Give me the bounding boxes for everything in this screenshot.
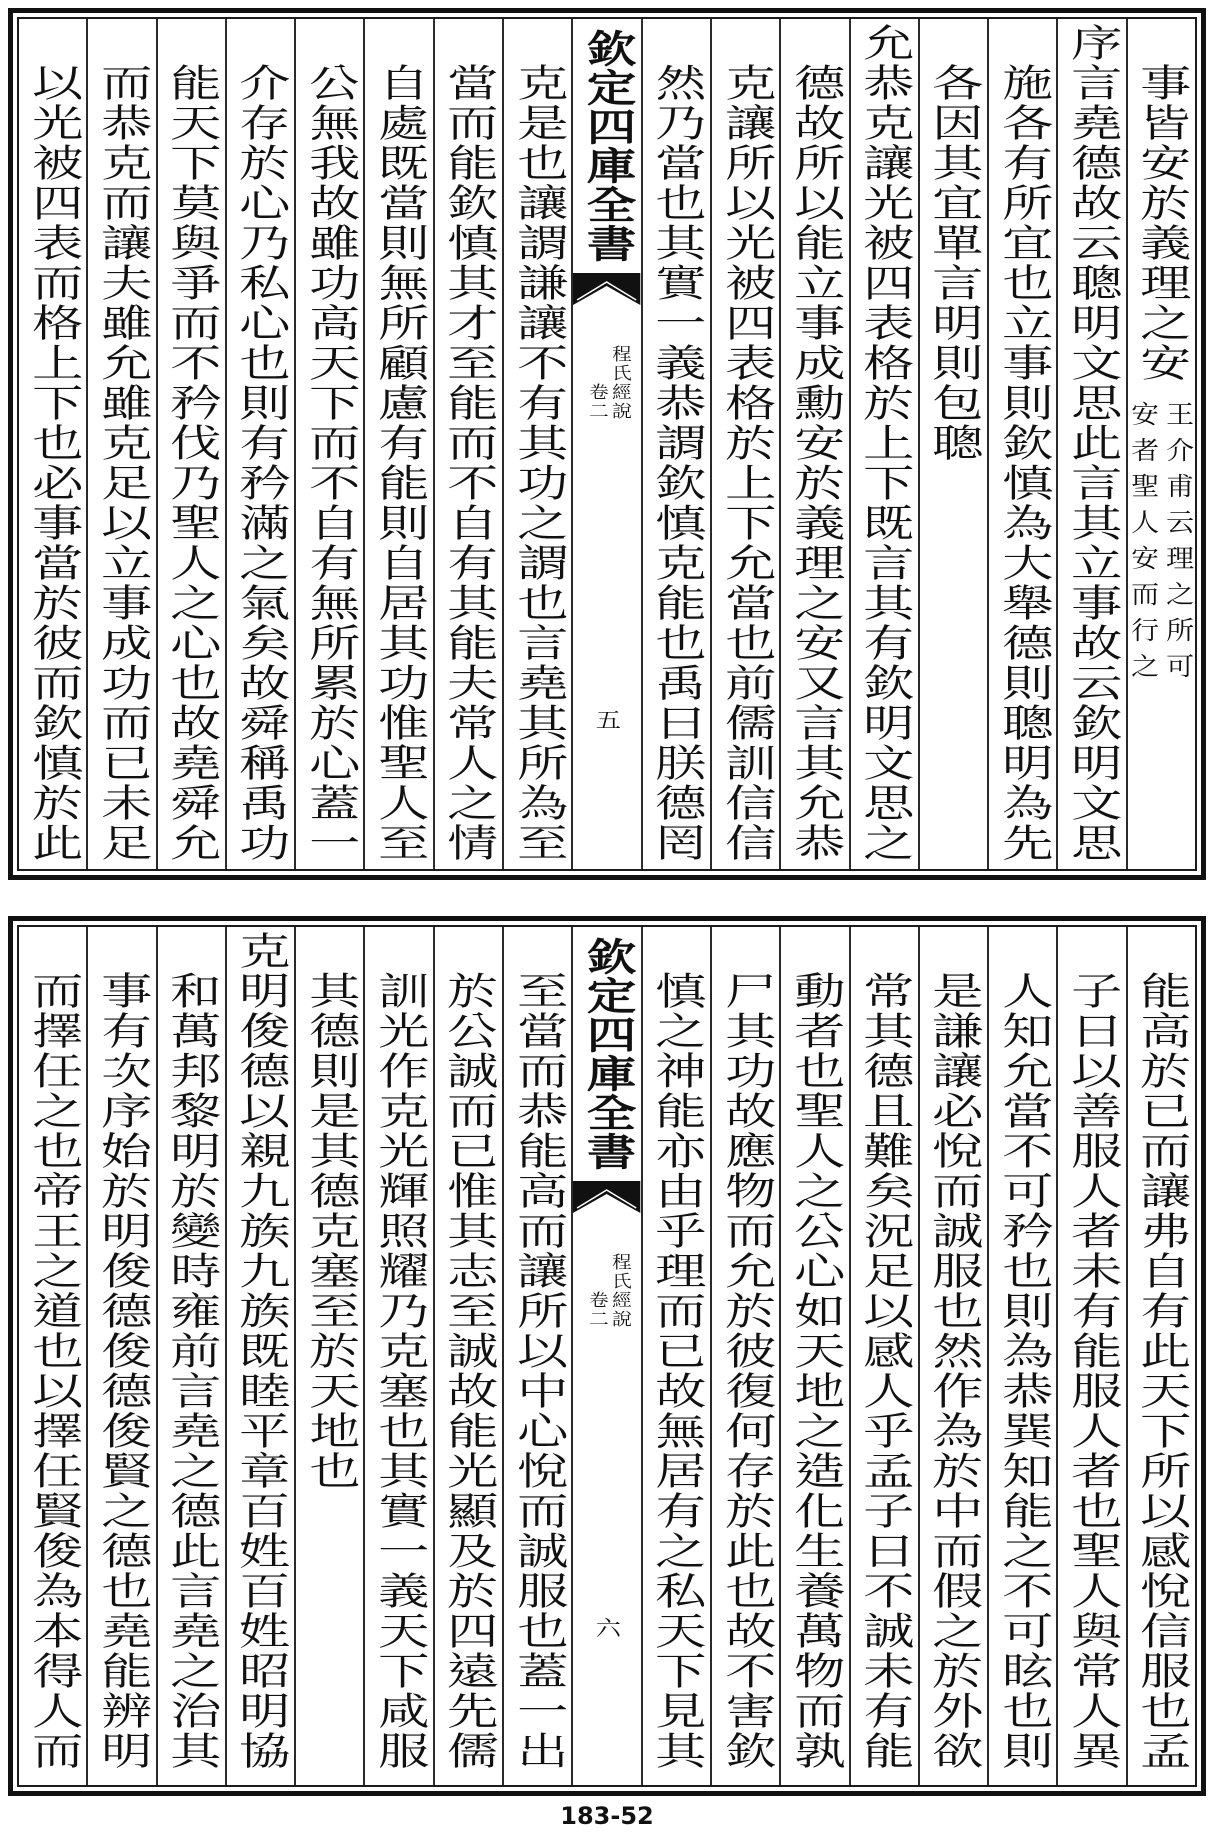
page-frame xyxy=(17,17,1197,871)
text-column xyxy=(433,19,502,869)
column-text: 序言堯德故云聰明文思此言其立事故云欽明文思 xyxy=(1062,23,1122,863)
annotation-note xyxy=(1126,401,1195,689)
column-text: 公無我故雖功高天下而不自有無所累於心蓋一 xyxy=(300,63,360,863)
fold-page-wrap xyxy=(573,709,640,730)
text-column xyxy=(294,927,363,1785)
text-column xyxy=(987,19,1056,869)
column-text: 施各有所宜也立事則欽慎為大舉德則聰明為先 xyxy=(993,63,1053,863)
fold-volume: 卷二 xyxy=(584,1291,608,1329)
page-bottom-panel xyxy=(8,916,1206,1796)
text-column xyxy=(502,19,571,869)
fold-book-info xyxy=(584,1253,630,1329)
column-text: 事皆安於義理之安 xyxy=(1131,63,1192,383)
text-column xyxy=(225,19,294,869)
column-text: 常其德且難矣況足以感人乎孟子曰不誠未有能 xyxy=(854,971,914,1771)
text-column xyxy=(86,19,155,869)
fold-title: 欽定四庫全書 xyxy=(578,29,637,263)
column-text: 各因其宜單言明則包聰 xyxy=(923,63,984,463)
text-column xyxy=(779,19,848,869)
text-column xyxy=(1056,927,1125,1785)
fold-page-wrap xyxy=(573,1617,640,1638)
text-column xyxy=(86,927,155,1785)
column-text: 自處既當則無所顧慮有能則自居其功惟聖人至 xyxy=(369,63,429,863)
column-text: 和萬邦黎明於變時雍前言堯之德此言堯之治其 xyxy=(161,971,221,1771)
text-column xyxy=(849,927,918,1785)
column-text: 以光被四表而格上下也必事當於彼而欽慎於此 xyxy=(22,63,83,863)
page-top-panel xyxy=(8,8,1206,880)
text-column xyxy=(1126,927,1195,1785)
text-column xyxy=(641,19,710,869)
annotation-right: 王介甫云理之所可 xyxy=(1162,401,1195,689)
page-footer-number: 183-52 xyxy=(560,1802,654,1830)
page-frame xyxy=(17,925,1197,1787)
column-text: 德故所以能立事成勳安於義理之安又言其允恭 xyxy=(785,63,845,863)
fishtail-mark-icon xyxy=(573,1181,640,1213)
column-text: 尸其功故應物而允於彼復何存於此也故不害欽 xyxy=(715,971,776,1771)
fold-column xyxy=(571,19,640,869)
text-column xyxy=(710,927,779,1785)
column-text: 然乃當也其實一義恭謂欽慎克能也禹曰朕德罔 xyxy=(646,63,706,863)
fold-volume: 卷二 xyxy=(584,383,608,421)
fold-page-number: 五 xyxy=(593,709,622,730)
column-text: 其德則是其德克塞至於天地也 xyxy=(300,971,360,1491)
column-text: 克讓所以光被四表格於上下允當也前儒訓信信 xyxy=(715,63,776,863)
fold-book-title: 程氏經說 xyxy=(607,345,631,421)
text-column xyxy=(363,927,432,1785)
text-column xyxy=(987,927,1056,1785)
column-text: 而擇任之也帝王之道也以擇任賢俊為本得人而 xyxy=(22,971,83,1771)
column-text: 於公誠而已惟其志至誠故能光顯及於四遠先儒 xyxy=(438,971,499,1771)
text-column xyxy=(918,19,987,869)
text-column xyxy=(502,927,571,1785)
text-column xyxy=(156,19,225,869)
column-text: 能天下莫與爭而不矜伐乃聖人之心也故堯舜允 xyxy=(161,63,221,863)
fishtail-mark-icon xyxy=(573,273,640,305)
text-column xyxy=(294,19,363,869)
text-column xyxy=(710,19,779,869)
column-text: 是謙讓必悅而誠服也然作為於中而假之於外欲 xyxy=(923,971,984,1771)
column-text: 人知允當不可矜也則為恭巽知能之不可眩也則 xyxy=(993,971,1053,1771)
column-text: 動者也聖人之公心如天地之造化生養萬物而孰 xyxy=(785,971,845,1771)
text-column xyxy=(918,927,987,1785)
text-column xyxy=(363,19,432,869)
text-column xyxy=(19,927,86,1785)
text-column xyxy=(156,927,225,1785)
fold-book-info xyxy=(584,345,630,421)
text-column xyxy=(225,927,294,1785)
annotation-left: 安者聖人安而行之 xyxy=(1127,401,1161,689)
text-column xyxy=(1056,19,1125,869)
fold-title: 欽定四庫全書 xyxy=(578,937,637,1171)
column-text: 慎之神能亦由乎理而已故無居有之私天下見其 xyxy=(646,971,706,1771)
column-text: 至當而恭能高而讓所以中心悅而誠服也蓋一出 xyxy=(507,971,568,1771)
text-column xyxy=(849,19,918,869)
column-text: 事有次序始於明俊德俊德俊賢之德也堯能辨明 xyxy=(92,971,152,1771)
fold-page-number: 六 xyxy=(593,1617,622,1638)
column-text: 而恭克而讓夫雖允雖克足以立事成功而已未足 xyxy=(92,63,152,863)
column-text: 當而能欽慎其才至能而不自有其能夫常人之情 xyxy=(438,63,499,863)
column-text: 子曰以善服人者未有能服人者也聖人與常人異 xyxy=(1062,971,1122,1771)
text-column xyxy=(433,927,502,1785)
column-text: 能高於已而讓弗自有此天下所以感悅信服也孟 xyxy=(1131,971,1192,1771)
column-text: 克明俊德以親九族九族既睦平章百姓百姓昭明協 xyxy=(230,931,291,1771)
text-column xyxy=(19,19,86,869)
text-column xyxy=(641,927,710,1785)
column-text: 允恭克讓光被四表格於上下既言其有欽明文思之 xyxy=(854,23,914,863)
text-column xyxy=(779,927,848,1785)
fold-book-title: 程氏經說 xyxy=(607,1253,631,1329)
column-text: 克是也讓謂謙讓不有其功之謂也言堯其所為至 xyxy=(507,63,568,863)
fold-column xyxy=(571,927,640,1785)
column-text: 訓光作克光輝照耀乃克塞也其實一義天下咸服 xyxy=(369,971,429,1771)
column-text: 介存於心乃私心也則有矜滿之氣矣故舜稱禹功 xyxy=(230,63,291,863)
text-column xyxy=(1126,19,1195,869)
